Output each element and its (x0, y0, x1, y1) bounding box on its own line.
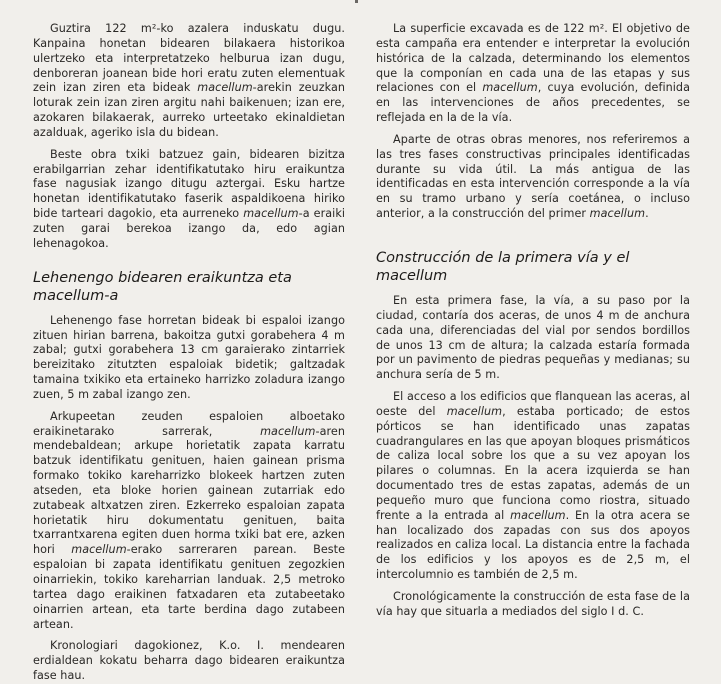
paragraph: Beste obra txiki batzuez gain, bidearen bizitza erabilgarrian zehar identifikatutako hiru eraikuntza fase nagusiak izango ditugu aztergai. Esku hartze honetan identifikatutako faserik aspaldikoena hiriko bide tarteari dagokio, eta aurreneko macellum-a eraiki zuten garai berekoa izango da, edo agian lehenagokoa. (33, 147, 345, 250)
paragraph: Lehenengo fase horretan bideak bi espaloi izango zituen hirian barrena, bakoitza gutxi gorabehera 4 m zabal; gutxi gorabehera 13 cm garaierako zintarriek bereizitako zitutzten espaloiak bidetik; galtzadak tamaina txikiko eta ertaineko harrizko zoladura izango zuen, 5 m zabal izango zen. (33, 313, 345, 401)
paragraph: En esta primera fase, la vía, a su paso por la ciudad, contaría dos aceras, de unos 4 m de anchura cada una, diferenciadas del vial por sendos bordillos de unos 13 cm de altura; la calzada estaría formada por un pavimento de piedras pequeñas y medianas; su anchura sería de 5 m. (376, 293, 690, 382)
paragraph: La superficie excavada es de 122 m². El objetivo de esta campaña era entender e interpretar la evolución histórica de la calzada, determinando los elementos que la componían en cada una de las etapas y sus relaciones con el macellum, cuya evolución, definida en las intervenciones de años precedentes, se reflejada en la de la vía. (376, 22, 690, 125)
spanish-column (376, 22, 690, 620)
paragraph: Kronologiari dagokionez, K.o. I. mendearen erdialdean kokatu beharra dago bidearen eraikuntza fase hau. (33, 639, 345, 683)
paragraph: El acceso a los edificios que flanquean las aceras, al oeste del macellum, estaba porticado; de estos pórticos se han identificado unas zapatas cuadrangulares en las que apoyan bloques prismáticos de caliza local sobre los que a su vez apoyan los pilares o columnas. En la acera izquierda se han documentado tres de estas zapatas, además de un pequeño muro que funciona como riostra, situado frente a la entrada al macellum. En la otra acera se han localizado dos zapadas con sus dos apoyos realizados en caliza local. La distancia entre la fachada de los edificios y los apoyos es de 2,5 m, el intercolumnio es también de 2,5 m. (376, 390, 690, 582)
section-heading: Construcción de la primera vía y el macellum (376, 249, 630, 284)
paragraph: Cronológicamente la construcción de esta fase de la vía hay que situarla a mediados del siglo I d. C. (376, 590, 690, 618)
page-mark (355, 0, 358, 3)
paragraph: Aparte de otras obras menores, nos referiremos a las tres fases constructivas principales identificadas durante su vida útil. La más antigua de las identificadas en esta intervención corresponde a la vía en su tramo urbano y sería coetánea, o incluso anterior, a la construcción del primer macellum. (376, 132, 690, 221)
paragraph: Guztira 122 m²-ko azalera induskatu dugu. Kanpaina honetan bidearen bilakaera historikoa ulertzeko eta interpretatzeko helburua izan dugu, denboreran joanean bide hori eratu zuten elementuak zein izan ziren eta bideak macellum-arekin zeuzkan loturak zein izan ziren argitu nahi baikenuen; izan ere, azokaren bilakaerak, aurreko urteetako ekinaldietan azalduak, ageriko isla du bidean. (33, 22, 345, 139)
basque-column (33, 22, 345, 684)
section-heading: Lehenengo bidearen eraikuntza eta macellum-a (33, 269, 292, 304)
paragraph: Arkupeetan zeuden espaloien alboetako eraikinetarako sarrerak, macellum-aren mendebaldean; arkupe horietatik zapata karratu batzuk identifikatu genituen, haien gainean prisma formako tokiko kareharrizko blokeek hartzen zuten atseden, eta bloke horien gainean zutarriak edo zutabeak altxatzen ziren. Ezkerreko espaloian zapata horietatik hiru dokumentatu genituen, baita txarrantxarena egiten duen horma txiki bat ere, azken hori macellum-erako sarreraren parean. Beste espaloian bi zapata identifikatu genituen zegozkien oinarriekin, tokiko kareharrian landuak. 2,5 metroko tartea dago eraikinen fatxadaren eta zutabeetako oinarrien artean, eta tarte berdina dago zutabeen artean. (33, 409, 345, 631)
